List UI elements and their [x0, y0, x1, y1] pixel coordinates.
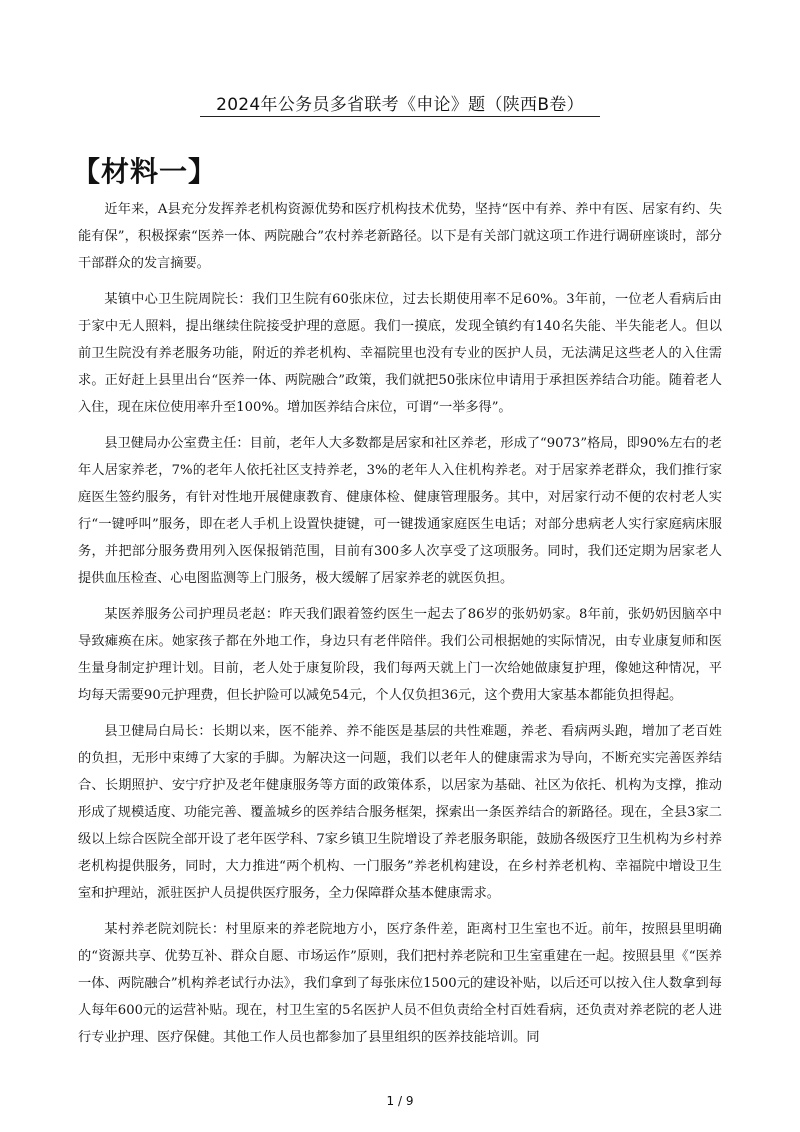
- paragraph-zhou: 某镇中心卫生院周院长：我们卫生院有60张床位，过去长期使用率不足60%。3年前，一位老人看病后由于家中无人照料，提出继续住院接受护理的意愿。我们一摸底，发现全镇约有140名失能、半失能老人。但以前卫生院没有养老服务功能，附近的养老机构、幸福院里也没有专业的医护人员，无法满足这些老人的入住需求。正好赶上县里出台“医养一体、两院融合”政策，我们就把50张床位申请用于承担医养结合功能。随着老人入住，现在床位使用率升至100%。增加医养结合床位，可谓“一举多得”。: [78, 292, 722, 415]
- paragraph-intro: 近年来，A县充分发挥养老机构资源优势和医疗机构技术优势，坚持“医中有养、养中有医、居家有约、失能有保”，积极探索“医养一体、两院融合”农村养老新路径。以下是有关部门就这项工作进行调研座谈时，部分干部群众的发言摘要。: [78, 202, 722, 271]
- document-title: 2024年公务员多省联考《申论》题（陕西B卷）: [216, 95, 584, 115]
- page-number: 1 / 9: [386, 1094, 414, 1108]
- title-underline: [200, 116, 600, 117]
- paragraph-zhao: 某医养服务公司护理员老赵：昨天我们跟着签约医生一起去了86岁的张奶奶家。8年前，张奶奶因脑卒中导致瘫痪在床。她家孩子都在外地工作，身边只有老伴陪伴。我们公司根据她的实际情况，由专业康复师和医生量身制定护理计划。目前，老人处于康复阶段，我们每两天就上门一次给她做康复护理，像她这种情况，平均每天需要90元护理费，但长护险可以减免54元，个人仅负担36元，这个费用大家基本都能负担得起。: [78, 607, 722, 703]
- document-body: [78, 196, 722, 1060]
- paragraph-fei: 县卫健局办公室费主任：目前，老年人大多数都是居家和社区养老，形成了“9073”格局，即90%左右的老年人居家养老，7%的老年人依托社区支持养老，3%的老年人入住机构养老。对于居家养老群众，我们推行家庭医生签约服务，有针对性地开展健康教育、健康体检、健康管理服务。其中，对居家行动不便的农村老人实行“一键呼叫”服务，即在老人手机上设置快捷键，可一键拨通家庭医生电话；对部分患病老人实行家庭病床服务，并把部分服务费用列入医保报销范围，目前有300多人次享受了这项服务。同时，我们还定期为居家老人提供血压检查、心电图监测等上门服务，极大缓解了居家养老的就医负担。: [78, 436, 722, 586]
- paragraph-liu: 某村养老院刘院长：村里原来的养老院地方小，医疗条件差，距离村卫生室也不近。前年，按照县里明确的“资源共享、优势互补、群众自愿、市场运作”原则，我们把村养老院和卫生室重建在一起。按照县里《“医养一体、两院融合”机构养老试行办法》，我们拿到了每张床位1500元的建设补贴，以后还可以按入住人数拿到每人每年600元的运营补贴。现在，村卫生室的5名医护人员不但负责给全村百姓看病，还负责对养老院的老人进行专业护理、医疗保健。其他工作人员也都参加了县里组织的医养技能培训。同: [78, 922, 722, 1045]
- section-heading: 【材料一】: [72, 155, 218, 188]
- paragraph-bai: 县卫健局白局长：长期以来，医不能养、养不能医是基层的共性难题，养老、看病两头跑，增加了老百姓的负担，无形中束缚了大家的手脚。为解决这一问题，我们以老年人的健康需求为导向，不断充实完善医养结合、长期照护、安宁疗护及老年健康服务等方面的政策体系，以居家为基础、社区为依托、机构为支撑，推动形成了规模适度、功能完善、覆盖城乡的医养结合服务框架，探索出一条医养结合的新路径。现在，全县3家二级以上综合医院全部开设了老年医学科、7家乡镇卫生院增设了养老服务职能，鼓励各级医疗卫生机构为乡村养老机构提供服务，同时，大力推进“两个机构、一门服务”养老机构建设，在乡村养老机构、幸福院中增设卫生室和护理站，派驻医护人员提供医疗服务，全力保障群众基本健康需求。: [78, 724, 722, 901]
